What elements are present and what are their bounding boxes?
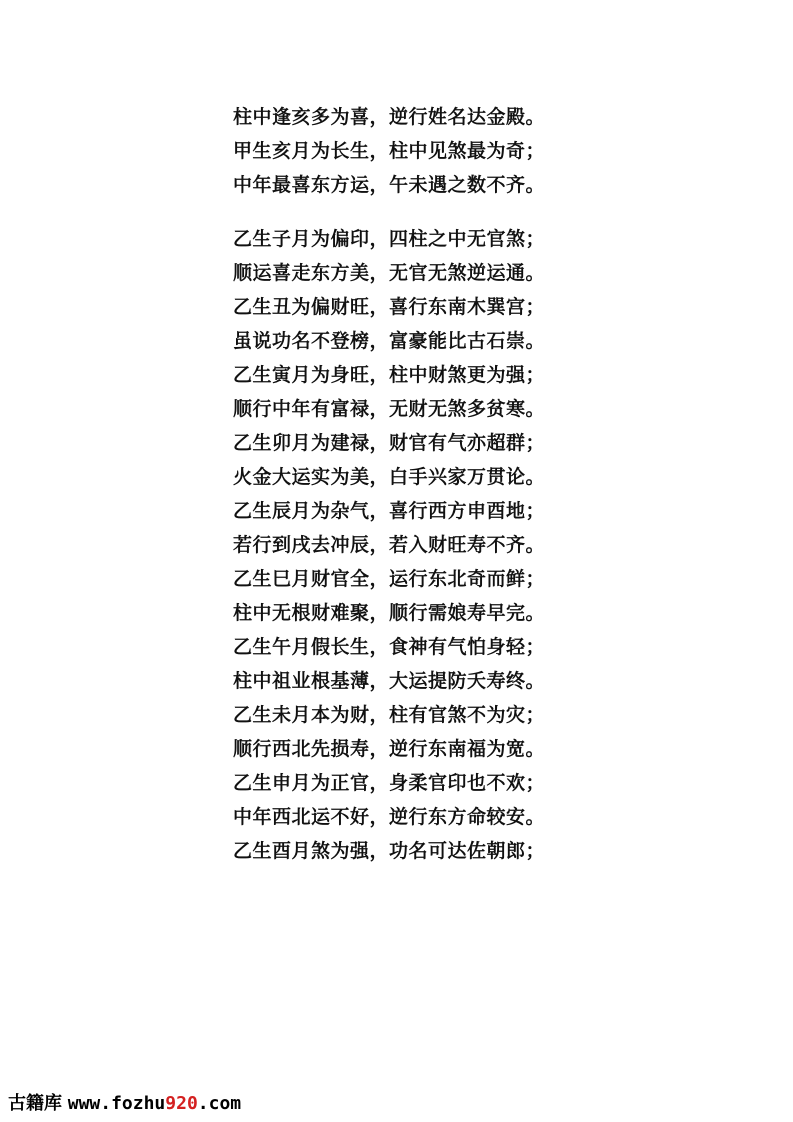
poem-line: 顺行西北先损寿，逆行东南福为宽。: [233, 738, 546, 760]
poem-line: 乙生子月为偏印，四柱之中无官煞；: [233, 228, 546, 250]
poem-line: 乙生寅月为身旺，柱中财煞更为强；: [233, 364, 546, 386]
poem-line: 柱中无根财难聚，顺行需娘寿早完。: [233, 602, 546, 624]
poem-line: 乙生卯月为建禄，财官有气亦超群；: [233, 432, 546, 454]
poem-line: 乙生申月为正官，身柔官印也不欢；: [233, 772, 546, 794]
site-name: 古籍库: [8, 1093, 62, 1114]
poem-line: 中年西北运不好，逆行东方命较安。: [233, 806, 546, 828]
site-url-prefix: www.fozhu: [67, 1093, 166, 1114]
poem-line: 若行到戌去冲辰，若入财旺寿不齐。: [233, 534, 546, 556]
poem-line: 顺运喜走东方美，无官无煞逆运通。: [233, 262, 546, 284]
poem-line: 虽说功名不登榜，富豪能比古石崇。: [233, 330, 546, 352]
poem-line: 乙生丑为偏财旺，喜行东南木巽宫；: [233, 296, 546, 318]
poem-line: 火金大运实为美，白手兴家万贯论。: [233, 466, 546, 488]
poem-line: 甲生亥月为长生，柱中见煞最为奇；: [233, 140, 546, 162]
poem-line: 中年最喜东方运，午未遇之数不齐。: [233, 174, 546, 196]
poem-line: 柱中祖业根基薄，大运提防夭寿终。: [233, 670, 546, 692]
site-url-suffix: .com: [197, 1093, 242, 1114]
poem-line: 乙生巳月财官全，运行东北奇而鲜；: [233, 568, 546, 590]
poem-line: 乙生辰月为杂气，喜行西方申酉地；: [233, 500, 546, 522]
poem-line: 乙生未月本为财，柱有官煞不为灾；: [233, 704, 546, 726]
poem-line: 乙生午月假长生，食神有气怕身轻；: [233, 636, 546, 658]
poem-line: 顺行中年有富禄，无财无煞多贫寒。: [233, 398, 546, 420]
footer-watermark: [8, 1089, 241, 1115]
poem-text: [233, 100, 593, 868]
site-url-brand: 920: [165, 1093, 198, 1114]
poem-line: 柱中逢亥多为喜，逆行姓名达金殿。: [233, 106, 546, 128]
poem-line: 乙生酉月煞为强，功名可达佐朝郎；: [233, 840, 546, 862]
